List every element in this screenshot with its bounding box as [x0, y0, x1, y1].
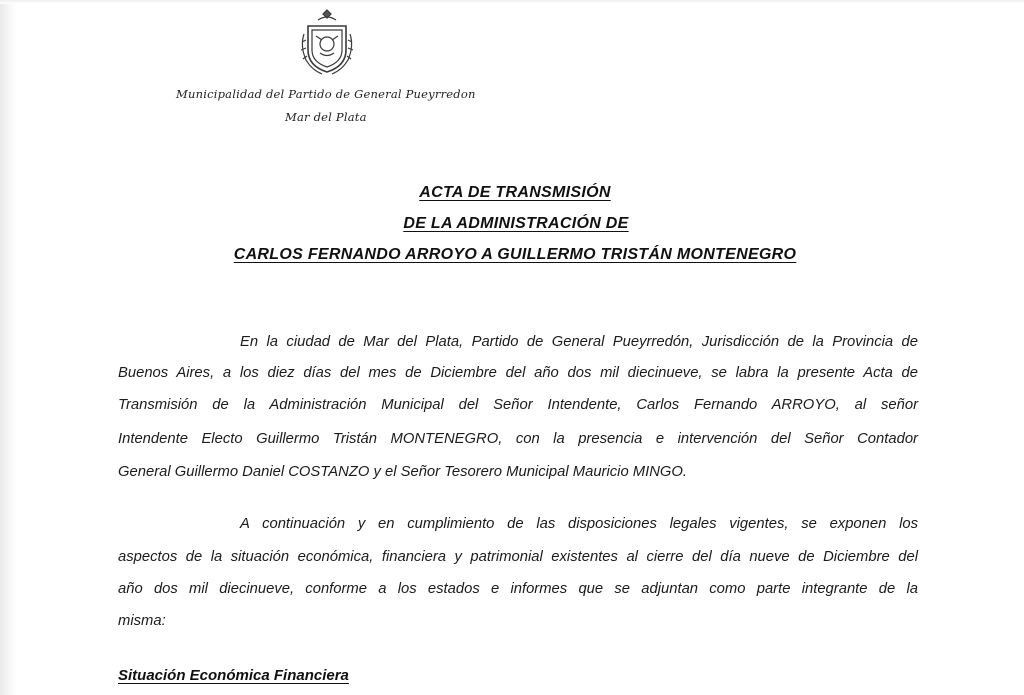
paragraph-line: Transmisión de la Administración Municipal del Señor Intendente, Carlos Fernando ARROYO, al señor	[118, 397, 918, 413]
city-name: Mar del Plata	[285, 110, 367, 124]
document-title-line-3: CARLOS FERNANDO ARROYO A GUILLERMO TRISTÁN MONTENEGRO	[233, 246, 797, 263]
paragraph-line: A continuación y en cumplimiento de las disposiciones legales vigentes, se exponen los	[240, 516, 918, 532]
document-title-line-1: ACTA DE TRANSMISIÓN	[419, 184, 611, 201]
section-heading: Situación Económica Financiera	[118, 667, 349, 684]
municipal-seal-icon	[298, 6, 356, 78]
paragraph-line: misma:	[118, 613, 166, 629]
paragraph-line: año dos mil diecinueve, conforme a los estados e informes que se adjuntan como parte integrante de la	[118, 581, 918, 597]
document-title-line-2: DE LA ADMINISTRACIÓN DE	[403, 215, 629, 232]
paragraph-line: Buenos Aires, a los diez días del mes de Diciembre del año dos mil diecinueve, se labra la presente Acta de	[118, 365, 918, 381]
page-top-shadow	[0, 0, 1024, 4]
page-edge-shadow	[0, 0, 16, 695]
paragraph-line: General Guillermo Daniel COSTANZO y el Señor Tesorero Municipal Mauricio MINGO.	[118, 464, 688, 480]
organization-name: Municipalidad del Partido de General Pueyrredon	[176, 87, 476, 101]
paragraph-line: Intendente Electo Guillermo Tristán MONTENEGRO, con la presencia e intervención del Señor Contador	[118, 431, 918, 447]
paragraph-line: aspectos de la situación económica, financiera y patrimonial existentes al cierre del día nueve de Diciembre del	[118, 549, 918, 565]
paragraph-line: En la ciudad de Mar del Plata, Partido de General Pueyrredón, Jurisdicción de la Provincia de	[240, 334, 918, 350]
